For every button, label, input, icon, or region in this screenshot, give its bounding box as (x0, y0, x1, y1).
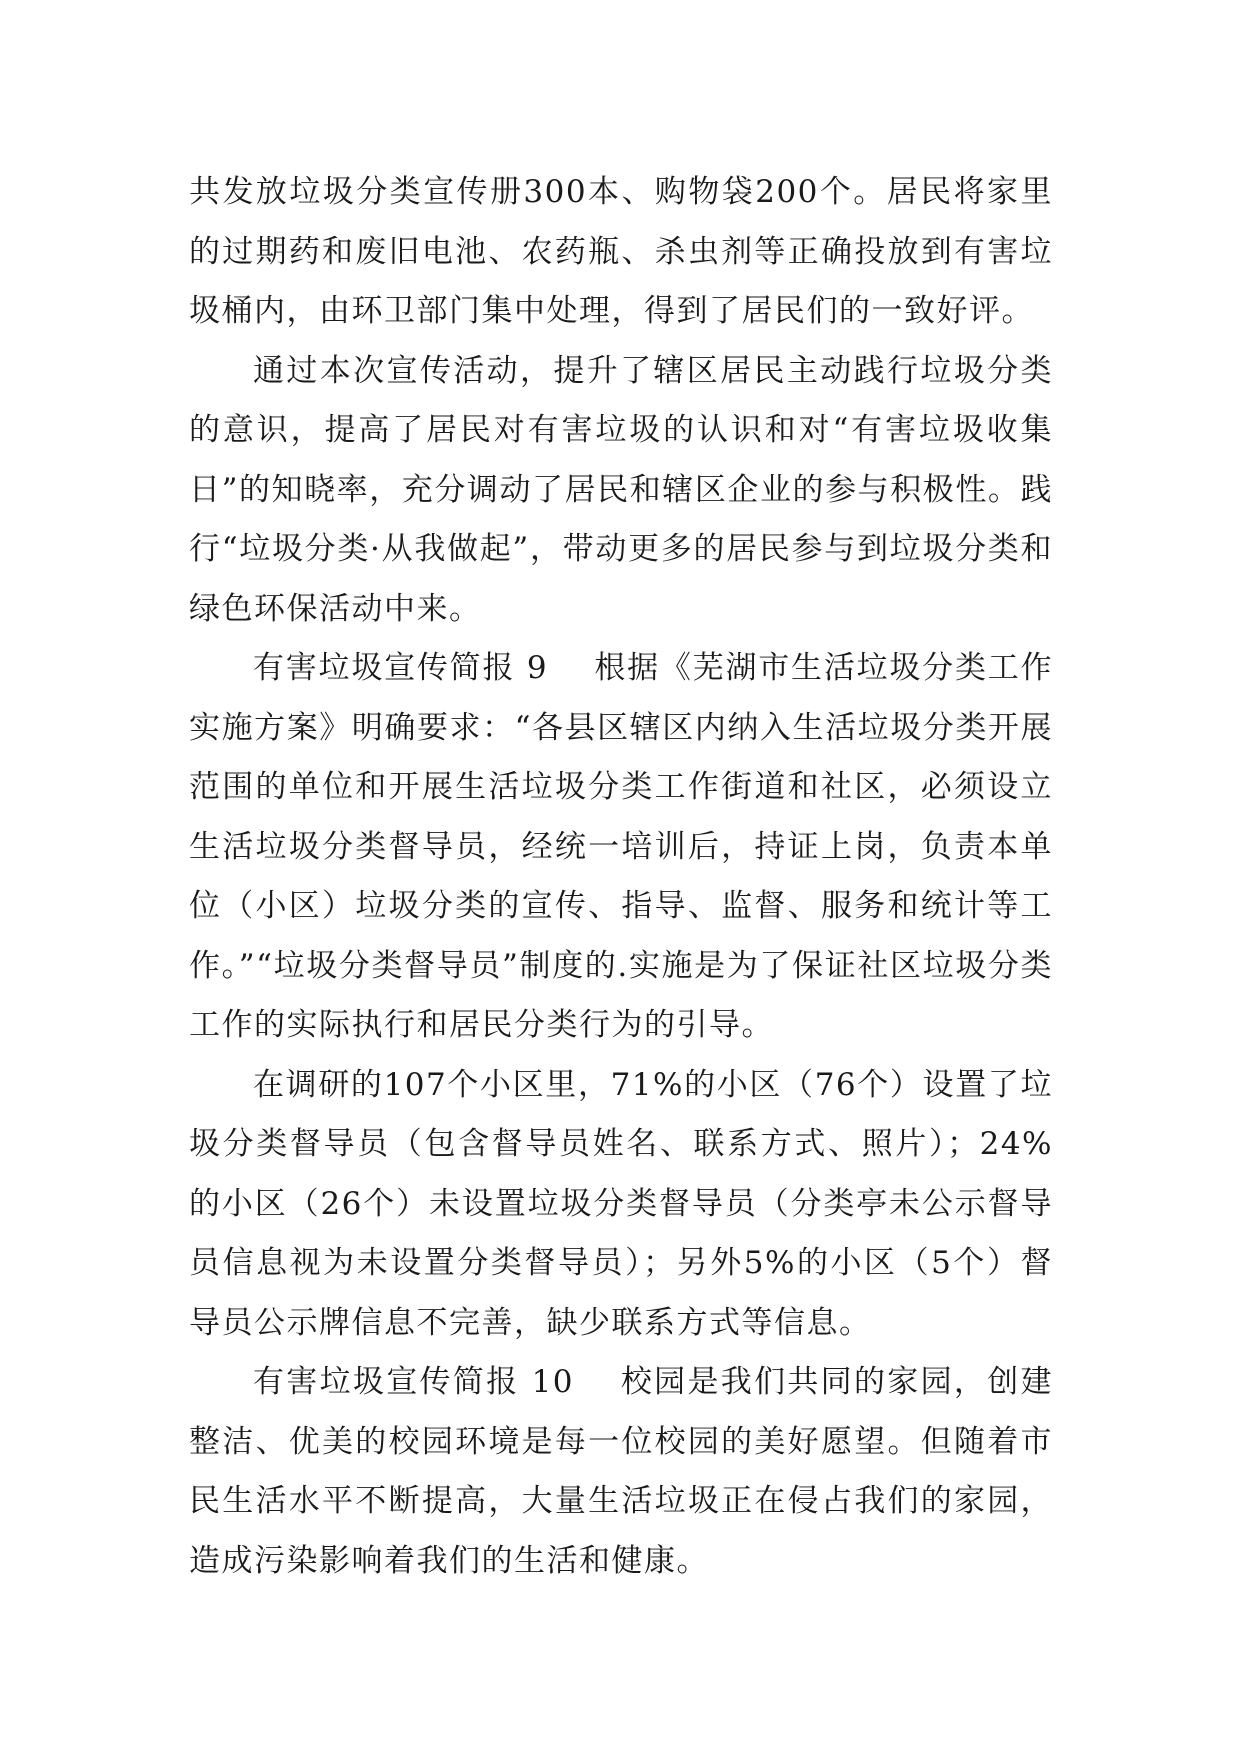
paragraph-2-text: 通过本次宣传活动，提升了辖区居民主动践行垃圾分类的意识，提高了居民对有害垃圾的认识和对“有害垃圾收集日”的知晓率，充分调动了居民和辖区企业的参与积极性。践行“垃圾分类·从我做起”，带动更多的居民参与到垃圾分类和绿色环保活动中来。 (189, 352, 1053, 627)
paragraph-1-text: 共发放垃圾分类宣传册300本、购物袋200个。居民将家里的过期药和废旧电池、农药瓶、杀虫剂等正确投放到有害垃圾桶内，由环卫部门集中处理，得到了居民们的一致好评。 (189, 174, 1053, 329)
document-body (189, 163, 1053, 1591)
paragraph-2 (189, 342, 1053, 640)
paragraph-5 (189, 1353, 1053, 1591)
paragraph-3 (189, 639, 1053, 1056)
paragraph-3-text: 根据《芜湖市生活垃圾分类工作实施方案》明确要求：“各县区辖区内纳入生活垃圾分类开展范围的单位和开展生活垃圾分类工作街道和社区，必须设立生活垃圾分类督导员，经统一培训后，持证上岗，负责本单位（小区）垃圾分类的宣传、指导、监督、服务和统计等工作。”“垃圾分类督导员”制度的.实施是为了保证社区垃圾分类工作的实际执行和居民分类行为的引导。 (189, 650, 1054, 1043)
paragraph-1 (189, 163, 1053, 342)
briefing-heading-10: 有害垃圾宣传简报 10 (253, 1364, 575, 1400)
paragraph-4 (189, 1056, 1053, 1354)
briefing-heading-9: 有害垃圾宣传简报 9 (253, 650, 549, 686)
paragraph-5-text: 校园是我们共同的家园，创建整洁、优美的校园环境是每一位校园的美好愿望。但随着市民生活水平不断提高，大量生活垃圾正在侵占我们的家园，造成污染影响着我们的生活和健康。 (189, 1364, 1053, 1579)
paragraph-4-text: 在调研的107个小区里，71%的小区（76个）设置了垃圾分类督导员（包含督导员姓名、联系方式、照片）；24%的小区（26个）未设置垃圾分类督导员（分类亭未公示督导员信息视为未设置分类督导员）；另外5%的小区（5个）督导员公示牌信息不完善，缺少联系方式等信息。 (189, 1066, 1053, 1341)
